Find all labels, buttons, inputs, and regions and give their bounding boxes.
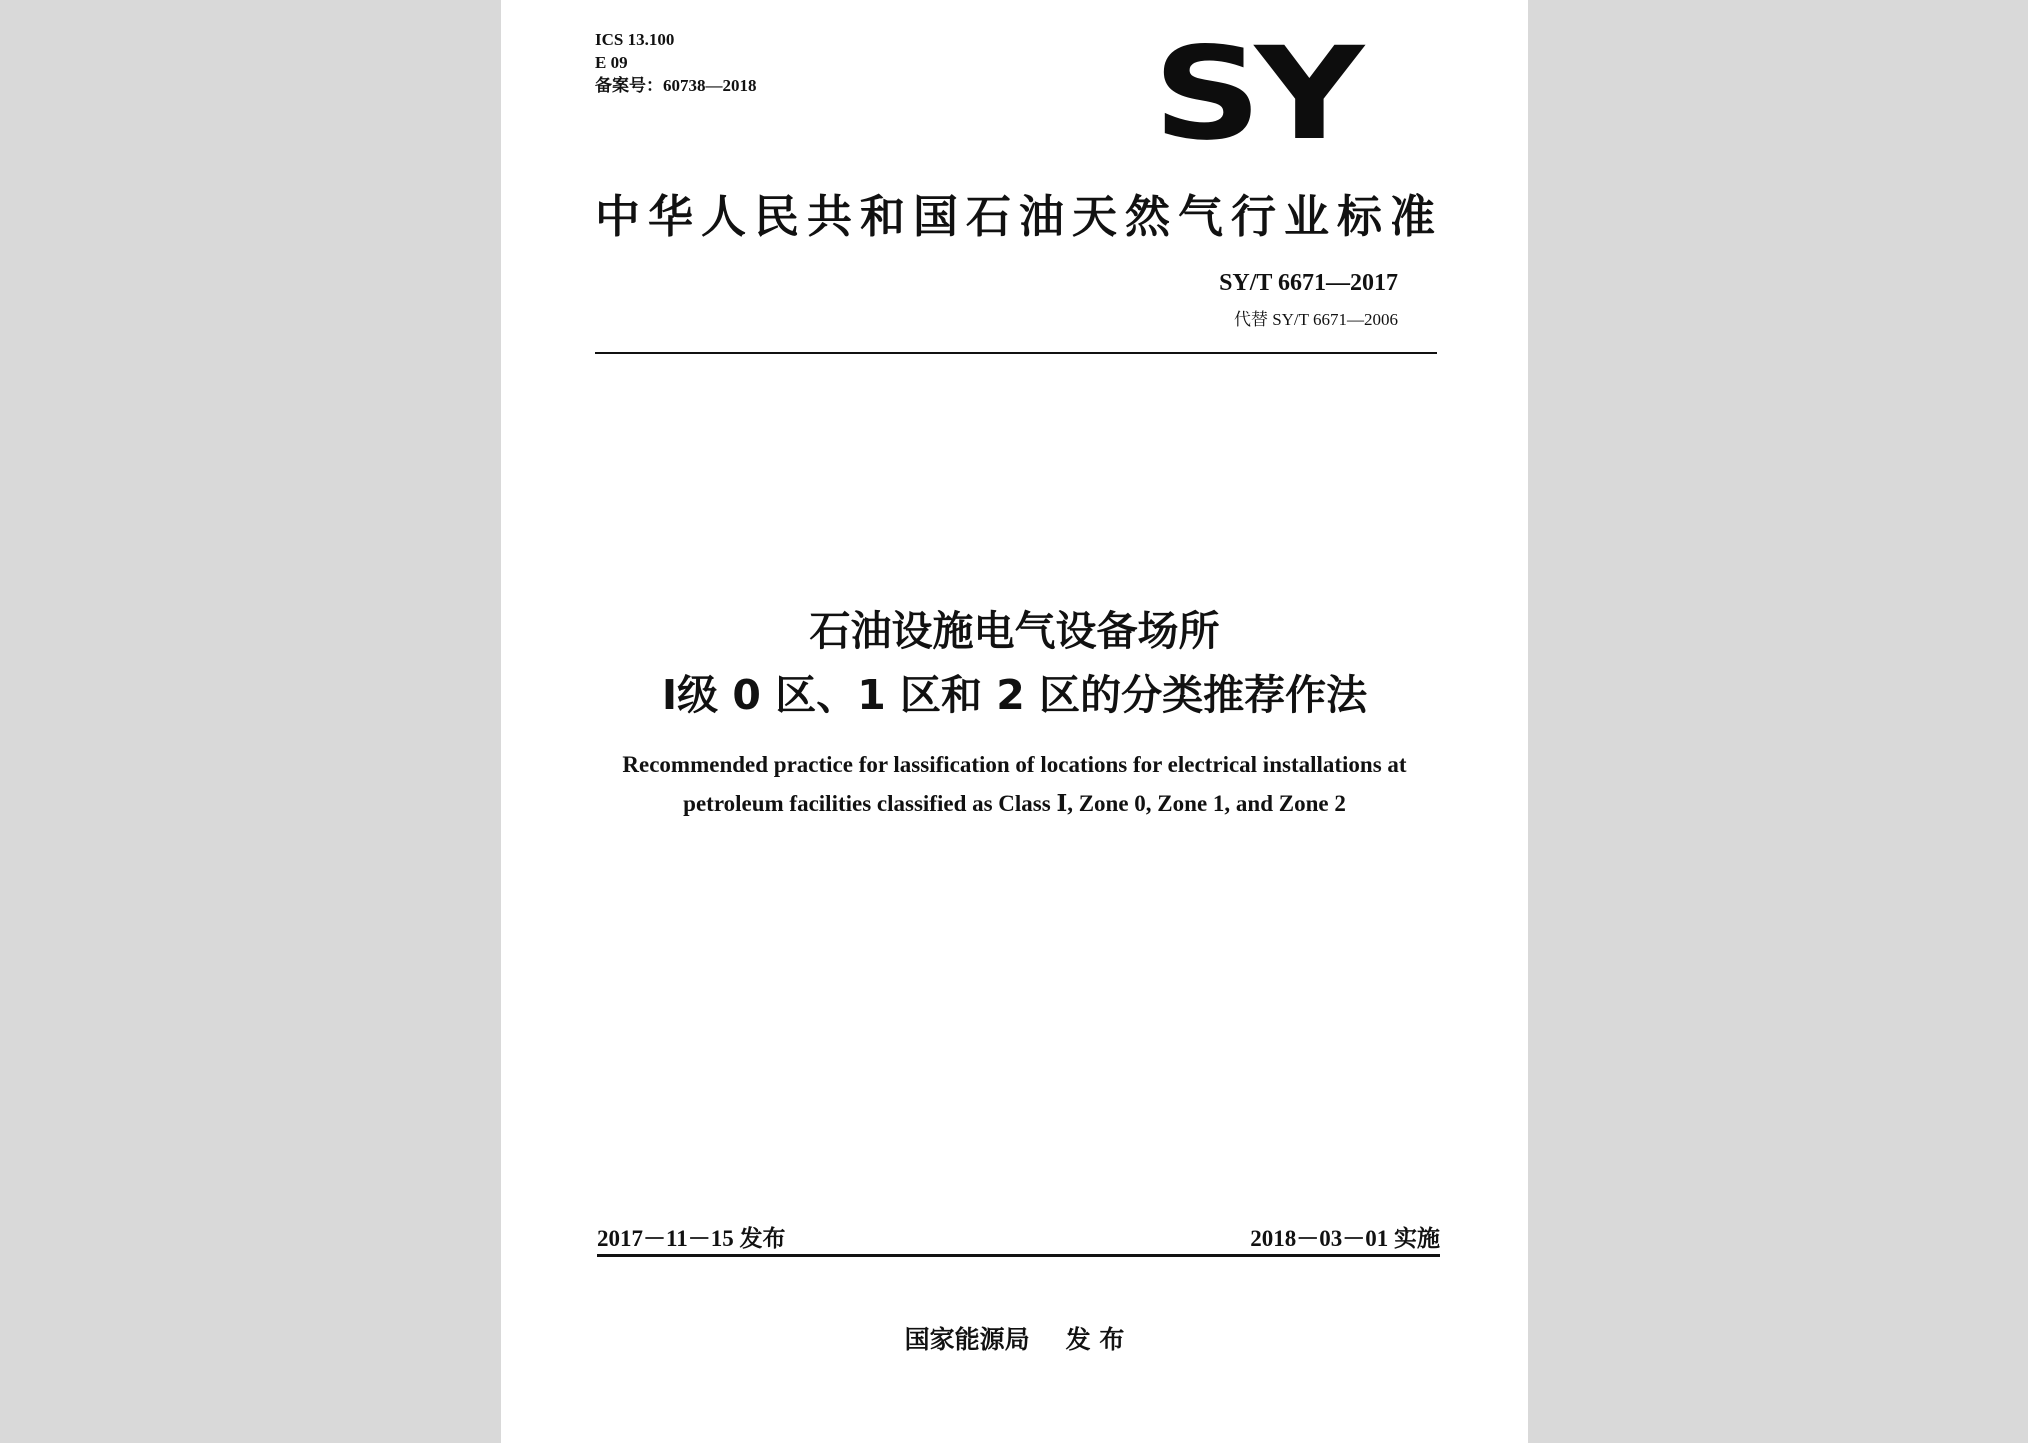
- header-divider: [595, 352, 1437, 354]
- standard-code: SY/T 6671—2017: [1219, 270, 1398, 296]
- replaces-standard: 代替 SY/T 6671—2006: [1233, 310, 1398, 329]
- record-number: 备案号：60738—2018: [595, 76, 757, 95]
- chinese-title-line2: Ⅰ级 0 区、1 区和 2 区的分类推荐作法: [661, 671, 1368, 719]
- english-title-line1: Recommended practice for lassification of locations for electrical installations at: [622, 752, 1407, 777]
- publisher: [501, 1320, 1528, 1356]
- issue-date: 2017－11－15 发布: [597, 1226, 786, 1251]
- standard-title: 中华人民共和国石油天然气行业标准: [595, 190, 1444, 243]
- class-code: E 09: [595, 53, 628, 72]
- publisher-action: 发 布: [1065, 1325, 1125, 1354]
- ics-code: ICS 13.100: [595, 30, 675, 49]
- sy-logo: SY: [1153, 20, 1357, 169]
- effective-date: 2018－03－01 实施: [1250, 1226, 1440, 1251]
- chinese-title-line1: 石油设施电气设备场所: [809, 607, 1220, 655]
- classification-block: [595, 28, 757, 97]
- document-page: [501, 0, 1528, 1443]
- english-title-line2: petroleum facilities classified as Class Ⅰ, Zone 0, Zone 1, and Zone 2: [683, 791, 1346, 816]
- footer-divider: [597, 1254, 1440, 1257]
- publisher-name: 国家能源局: [904, 1325, 1030, 1354]
